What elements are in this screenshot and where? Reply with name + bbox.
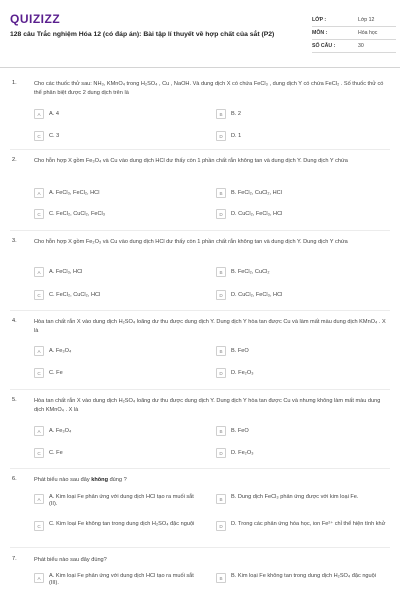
option-c[interactable]: [34, 130, 209, 142]
option-text: D. CuCl₂, FeCl₃, HCl: [231, 210, 283, 217]
option-text: C. FeCl₂, CuCl₂, HCl: [49, 291, 101, 298]
option-c[interactable]: [34, 367, 209, 379]
option-text: A. Fe₃O₄: [49, 427, 72, 434]
meta-value: 30: [358, 43, 364, 49]
question-separator: [10, 547, 390, 548]
option-letter-box: C: [34, 290, 44, 300]
question-number: 4.: [12, 318, 17, 324]
option-b[interactable]: [216, 573, 394, 589]
question-number: 2.: [12, 157, 17, 163]
meta-value: Hóa học: [358, 30, 378, 36]
question-separator: [10, 230, 390, 231]
option-letter-box: D: [216, 290, 226, 300]
option-letter-box: B: [216, 573, 226, 583]
question-number: 7.: [12, 556, 17, 562]
option-letter-box: D: [216, 448, 226, 458]
question-number: 6.: [12, 476, 17, 482]
meta-value: Lớp 12: [358, 17, 375, 23]
option-text: A. Fe₃O₄: [49, 347, 72, 354]
option-text: D. 1: [231, 132, 242, 139]
option-c[interactable]: [34, 447, 209, 459]
option-letter-box: C: [34, 209, 44, 219]
question-text: Cho hỗn hợp X gồm Fe₃O₄ và Cu vào dung dịch HCl dư thấy còn 1 phần chất rắn không tan và dung dịch Y. Dung dịch Y chứa: [34, 158, 348, 164]
option-d[interactable]: [216, 289, 394, 301]
option-b[interactable]: [216, 266, 394, 278]
option-text: C. Fe: [49, 369, 63, 376]
question-separator: [10, 149, 390, 150]
page-title: 128 câu Trắc nghiệm Hóa 12 (có đáp án): Bài tập lí thuyết về hợp chất của sắt (P2): [10, 31, 275, 38]
question-number: 3.: [12, 238, 17, 244]
brand-logo: QUIZIZZ: [10, 12, 61, 26]
option-letter-box: A: [34, 494, 44, 504]
question-number: 5.: [12, 397, 17, 403]
option-letter-box: C: [34, 448, 44, 458]
question-text: Cho các thuốc thử sau: NH₃, KMnO₄ trong H₂SO₄ , Cu , NaOH. Và dung dịch X có chứa FeCl₃ , dung dịch Y có chứa FeCl₂ . Số thuốc thử có thể phân biệt được 2 dung dịch trên là: [34, 81, 384, 96]
option-a[interactable]: [34, 187, 209, 199]
option-b[interactable]: [216, 494, 394, 510]
option-text: A. Kim loại Fe phản ứng với dung dịch HCl tạo ra muối sắt (II).: [49, 494, 194, 507]
option-letter-box: A: [34, 346, 44, 356]
option-c[interactable]: [34, 289, 209, 301]
option-d[interactable]: [216, 130, 394, 142]
option-text: A. 4: [49, 110, 59, 117]
meta-key: MÔN :: [312, 30, 328, 36]
question-text: Phát biểu nào sau đây đúng?: [34, 557, 107, 563]
option-d[interactable]: [216, 208, 394, 220]
option-letter-box: B: [216, 346, 226, 356]
meta-row-subject: [312, 27, 396, 40]
option-c[interactable]: [34, 208, 209, 220]
option-letter-box: C: [34, 521, 44, 531]
option-a[interactable]: [34, 345, 209, 357]
option-letter-box: C: [34, 131, 44, 141]
option-text: B. Kim loại Fe không tan trong dung dịch H₂SO₄ đặc nguội: [231, 573, 377, 579]
option-letter-box: C: [34, 368, 44, 378]
option-letter-box: D: [216, 368, 226, 378]
option-text: D. Fe₂O₃: [231, 369, 254, 376]
option-b[interactable]: [216, 345, 394, 357]
question-separator: [10, 389, 390, 390]
option-a[interactable]: [34, 108, 209, 120]
option-letter-box: A: [34, 109, 44, 119]
option-a[interactable]: [34, 425, 209, 437]
option-a[interactable]: [34, 573, 209, 589]
meta-row-count: [312, 40, 396, 53]
option-letter-box: B: [216, 188, 226, 198]
option-text: D. Fe₂O₃: [231, 449, 254, 456]
question-separator: [10, 468, 390, 469]
option-d[interactable]: [216, 367, 394, 379]
question-text-part: đúng ?: [108, 477, 127, 483]
option-b[interactable]: [216, 108, 394, 120]
option-letter-box: A: [34, 426, 44, 436]
option-letter-box: B: [216, 426, 226, 436]
option-d[interactable]: [216, 521, 394, 537]
meta-panel: [312, 14, 396, 53]
option-d[interactable]: [216, 447, 394, 459]
meta-key: LỚP :: [312, 17, 327, 23]
option-b[interactable]: [216, 425, 394, 437]
option-letter-box: B: [216, 109, 226, 119]
option-text: A. FeCl₃, HCl: [49, 268, 83, 275]
meta-key: SỐ CÂU :: [312, 43, 336, 49]
option-c[interactable]: [34, 521, 209, 537]
option-text: A. Kim loại Fe phản ứng với dung dịch HCl tạo ra muối sắt (III).: [49, 573, 194, 586]
option-letter-box: B: [216, 494, 226, 504]
option-a[interactable]: [34, 266, 209, 278]
option-text: C. 3: [49, 132, 60, 139]
option-text: C. Kim loại Fe không tan trong dung dịch H₂SO₄ đặc nguội: [49, 521, 195, 527]
option-letter-box: D: [216, 521, 226, 531]
option-text: B. FeCl₂, CuCl₂, HCl: [231, 189, 282, 196]
option-b[interactable]: [216, 187, 394, 199]
option-text: A. FeCl₃, FeCl₂, HCl: [49, 189, 100, 196]
option-letter-box: D: [216, 131, 226, 141]
option-letter-box: D: [216, 209, 226, 219]
option-text: B. Dung dịch FeCl₃ phản ứng được với kim loại Fe.: [231, 494, 359, 500]
option-text: D. CuCl₂, FeCl₃, HCl: [231, 291, 283, 298]
option-letter-box: A: [34, 573, 44, 583]
header-divider: [0, 67, 400, 68]
question-text-emphasis: không: [91, 477, 109, 483]
option-text: B. FeO: [231, 427, 249, 434]
option-letter-box: A: [34, 267, 44, 277]
question-separator: [10, 310, 390, 311]
option-text: B. 2: [231, 110, 241, 117]
option-text: B. FeO: [231, 347, 249, 354]
option-a[interactable]: [34, 494, 209, 510]
question-text: [34, 476, 390, 485]
option-text: C. Fe: [49, 449, 63, 456]
question-number: 1.: [12, 80, 17, 86]
option-text: D. Trong các phản ứng hóa học, ion Fe²⁺ chỉ thể hiện tính khử: [231, 521, 386, 527]
option-text: C. FeCl₂, CuCl₂, FeCl₃: [49, 210, 106, 217]
option-text: B. FeCl₂, CuCl₂: [231, 268, 270, 275]
question-text: Hòa tan chất rắn X vào dung dịch H₂SO₄ loãng dư thu được dung dịch Y. Dung dịch Y hòa tan được Cu và nhưng không làm mất màu dung dịch KMnO₄ . X là: [34, 398, 381, 413]
option-letter-box: B: [216, 267, 226, 277]
meta-row-class: [312, 14, 396, 27]
option-letter-box: A: [34, 188, 44, 198]
question-text: Hòa tan chất rắn X vào dung dịch H₂SO₄ loãng dư thu được dung dịch Y. Dung dịch Y hòa tan được Cu và làm mất màu dung dịch KMnO₄ . X là: [34, 319, 386, 334]
question-text: Cho hỗn hợp X gồm Fe₂O₃ và Cu vào dung dịch HCl dư thấy còn 1 phần chất rắn không tan và dung dịch Y. Dung dịch Y chứa: [34, 239, 348, 245]
question-text-part: Phát biểu nào sau đây: [34, 477, 92, 483]
